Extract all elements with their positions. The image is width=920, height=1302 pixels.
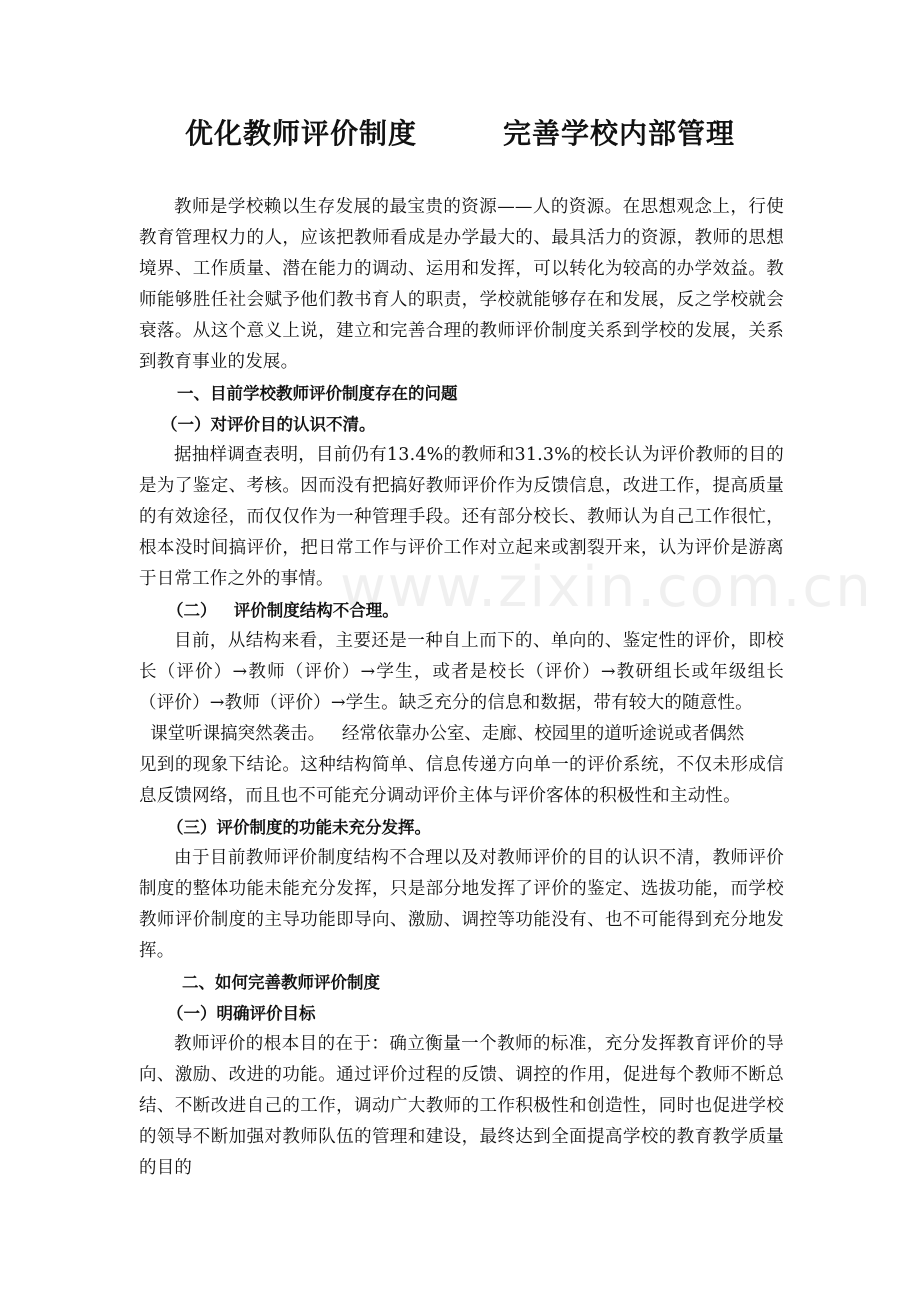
section-1-sub-2-paragraph: 目前，从结构来看，主要还是一种自上而下的、单向的、鉴定性的评价，即校长（评价）→教师（评价）→学生，或者是校长（评价）→教研组长或年级组长（评价）→教师（评价）→学生。缺乏充分的信息和数据，带有较大的随意性。 (139, 631, 784, 713)
section-1-sub-3-heading: （三）评价制度的功能未充分发挥。 (167, 818, 431, 837)
section-1-sub-1-paragraph: 据抽样调查表明，目前仍有13.4%的教师和31.3%的校长认为评价教师的目的是为了鉴定、考核。因而没有把搞好教师评价作为反馈信息，改进工作，提高质量的有效途径，而仅仅作为一种管理手段。还有部分校长、教师认为自己工作很忙，根本没时间搞评价，把日常工作与评价工作对立起来或割裂开来，认为评价是游离于日常工作之外的事情。 (139, 445, 784, 589)
section-1-sub-2-line: 课堂听课搞突然袭击。 经常依靠办公室、走廊、校园里的道听途说或者偶然 (139, 724, 745, 744)
section-1-heading: 一、目前学校教师评价制度存在的问题 (177, 384, 458, 403)
section-2-heading: 二、如何完善教师评价制度 (182, 973, 380, 992)
intro-paragraph: 教师是学校赖以生存发展的最宝贵的资源——人的资源。在思想观念上，行使教育管理权力的人，应该把教师看成是办学最大的、最具活力的资源，教师的思想境界、工作质量、潜在能力的调动、运用和发挥，可以转化为较高的办学效益。教师能够胜任社会赋予他们教书育人的职责，学校就能够存在和发展，反之学校就会衰落。从这个意义上说，建立和完善合理的教师评价制度关系到学校的发展，关系到教育事业的发展。 (139, 197, 784, 372)
document-body (139, 192, 873, 1184)
section-1-sub-3-paragraph: 由于目前教师评价制度结构不合理以及对教师评价的目的认识不清，教师评价制度的整体功能未能充分发挥，只是部分地发挥了评价的鉴定、选拔功能，而学校教师评价制度的主导功能即导向、激励、调控等功能没有、也不可能得到充分地发挥。 (139, 848, 784, 961)
section-1-sub-2-heading: （二） 评价制度结构不合理。 (167, 601, 399, 620)
section-2-sub-1-heading: （一）明确评价目标 (167, 1004, 316, 1023)
section-1-sub-1-heading: （一）对评价目的认识不清。 (161, 415, 376, 434)
section-2-sub-1-paragraph: 教师评价的根本目的在于：确立衡量一个教师的标准，充分发挥教育评价的导向、激励、改进的功能。通过评价过程的反馈、调控的作用，促进每个教师不断总结、不断改进自己的工作，调动广大教师的工作积极性和创造性，同时也促进学校的领导不断加强对教师队伍的管理和建设，最终达到全面提高学校的教育教学质量的目的 (139, 1034, 784, 1178)
watermark: www.zixin.com.cn (340, 555, 873, 620)
document-title: 优化教师评价制度 完善学校内部管理 (185, 117, 735, 150)
section-1-sub-2-paragraph-continued: 见到的现象下结论。这种结构简单、信息传递方向单一的评价系统，不仅未形成信息反馈网络，而且也不可能充分调动评价主体与评价客体的积极性和主动性。 (139, 755, 784, 806)
